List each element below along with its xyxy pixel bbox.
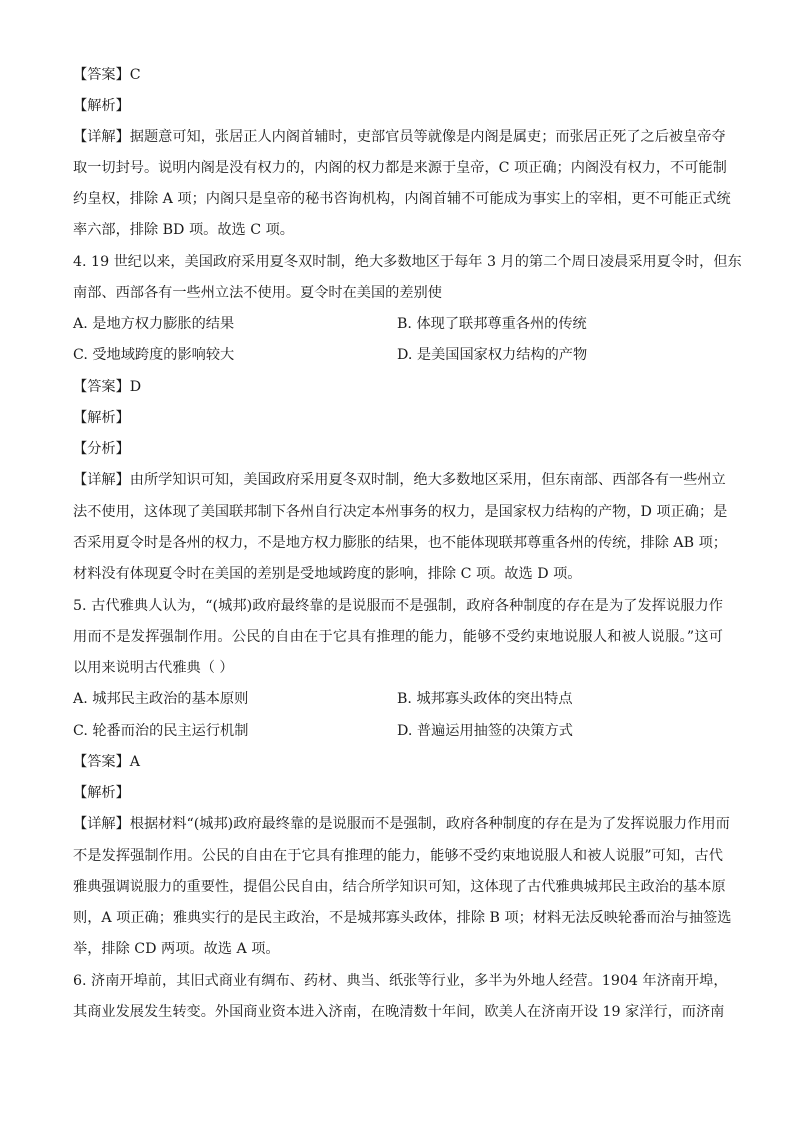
q5-detail-line: 不是发挥强制作用。公民的自由在于它具有推理的能力，能够不受约束地说服人和被人说服”可知，古代 bbox=[73, 848, 723, 864]
q5-option-b: B. 城邦寡头政体的突出特点 bbox=[397, 691, 573, 707]
q5-stem-line: 以用来说明古代雅典（ ） bbox=[73, 660, 234, 676]
q5-stem-line: 5. 古代雅典人认为，“(城邦)政府最终靠的是说服而不是强制，政府各种制度的存在是为了发挥说服力作 bbox=[73, 598, 723, 614]
q3-detail-line: 【详解】据题意可知，张居正人内阁首辅时，吏部官员等就像是内阁是属吏；而张居正死了之后被皇帝夺 bbox=[73, 129, 726, 145]
q5-option-c: C. 轮番而治的民主运行机制 bbox=[73, 723, 249, 739]
q4-detail-line: 【详解】由所学知识可知，美国政府采用夏冬双时制，绝大多数地区采用，但东南部、西部各有一些州立 bbox=[73, 472, 726, 488]
q3-detail-line: 约皇权，排除 A 项；内阁只是皇帝的秘书咨询机构，内阁首辅不可能成为事实上的宰相，更不可能正式统 bbox=[73, 191, 731, 207]
q4-fenxi-heading: 【分析】 bbox=[73, 441, 130, 457]
q5-detail-line: 【详解】根据材料“(城邦)政府最终靠的是说服而不是强制，政府各种制度的存在是为了发挥说服力作用而 bbox=[73, 816, 730, 832]
q5-detail-line: 举，排除 CD 两项。故选 A 项。 bbox=[73, 941, 280, 957]
q5-detail-line: 则，A 项正确；雅典实行的是民主政治，不是城邦寡头政体，排除 B 项；材料无法反映轮番而治与抽签选 bbox=[73, 910, 732, 926]
q3-analysis-heading: 【解析】 bbox=[73, 98, 130, 114]
q5-answer: 【答案】A bbox=[73, 754, 140, 770]
q4-option-c: C. 受地域跨度的影响较大 bbox=[73, 347, 235, 363]
q3-detail-line: 率六部，排除 BD 项。故选 C 项。 bbox=[73, 222, 294, 238]
q4-detail-line: 法不使用，这体现了美国联邦制下各州自行决定本州事务的权力，是国家权力结构的产物，D 项正确；是 bbox=[73, 504, 728, 520]
q4-analysis-heading: 【解析】 bbox=[73, 410, 130, 426]
q4-detail-line: 否采用夏令时是各州的权力，不是地方权力膨胀的结果，也不能体现联邦尊重各州的传统，排除 AB 项； bbox=[73, 535, 727, 551]
q4-answer: 【答案】D bbox=[73, 379, 142, 395]
q3-answer: 【答案】C bbox=[73, 67, 141, 83]
q4-stem-line: 南部、西部各有一些州立法不使用。夏令时在美国的差别使 bbox=[73, 285, 442, 301]
q4-detail-line: 材料没有体现夏令时在美国的差别是受地域跨度的影响，排除 C 项。故选 D 项。 bbox=[73, 566, 582, 582]
q5-option-a: A. 城邦民主政治的基本原则 bbox=[73, 691, 249, 707]
q4-stem-line: 4. 19 世纪以来，美国政府采用夏冬双时制，绝大多数地区于每年 3 月的第二个周日凌晨采用夏令时，但东 bbox=[73, 254, 742, 270]
q5-stem-line: 用而不是发挥强制作用。公民的自由在于它具有推理的能力，能够不受约束地说服人和被人说服。”这可 bbox=[73, 629, 723, 645]
q4-option-a: A. 是地方权力膨胀的结果 bbox=[73, 316, 235, 332]
q5-detail-line: 雅典强调说服力的重要性，提倡公民自由，结合所学知识可知，这体现了古代雅典城邦民主政治的基本原 bbox=[73, 879, 726, 895]
q6-stem-line: 6. 济南开埠前，其旧式商业有绸布、药材、典当、纸张等行业，多半为外地人经营。1904 年济南开埠， bbox=[73, 973, 728, 989]
q5-option-d: D. 普遍运用抽签的决策方式 bbox=[397, 723, 573, 739]
q4-option-d: D. 是美国国家权力结构的产物 bbox=[397, 347, 588, 363]
q5-analysis-heading: 【解析】 bbox=[73, 785, 130, 801]
q4-option-b: B. 体现了联邦尊重各州的传统 bbox=[397, 316, 587, 332]
q3-detail-line: 取一切封号。说明内阁是没有权力的，内阁的权力都是来源于皇帝，C 项正确；内阁没有权力，不可能制 bbox=[73, 160, 727, 176]
q6-stem-line: 其商业发展发生转变。外国商业资本进入济南，在晚清数十年间，欧美人在济南开设 19 家洋行，而济南 bbox=[73, 1004, 725, 1020]
